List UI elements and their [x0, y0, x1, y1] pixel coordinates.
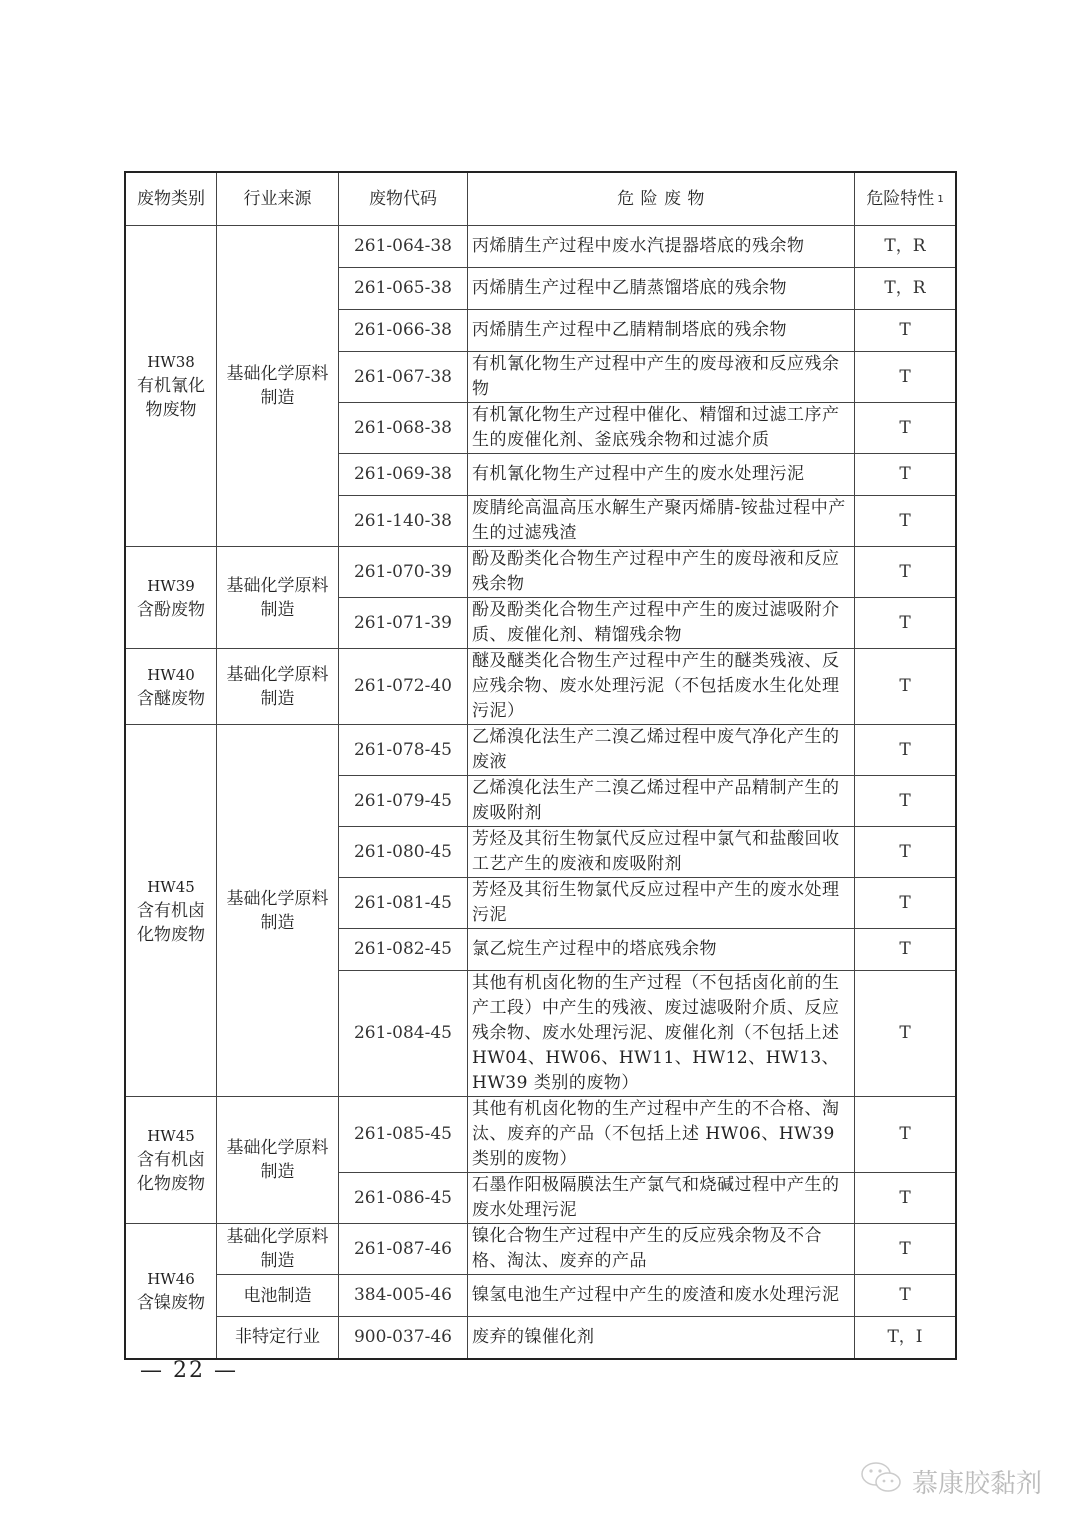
waste-description-cell: 丙烯腈生产过程中乙腈蒸馏塔底的残余物 — [468, 268, 855, 310]
source-name-line: 非特定行业 — [235, 1327, 320, 1348]
category-name-line: 含酚废物 — [137, 599, 205, 620]
industry-source-cell — [217, 1275, 339, 1317]
hazard-property-cell: T — [855, 547, 957, 598]
category-name-line: 化物废物 — [137, 924, 205, 945]
waste-code-cell: 261-080-45 — [339, 827, 468, 878]
source-name-line: 电池制造 — [243, 1285, 312, 1306]
hazard-property-cell: T — [855, 1173, 957, 1224]
waste-category-cell — [125, 1097, 217, 1224]
waste-description-cell: 乙烯溴化法生产二溴乙烯过程中产品精制产生的废吸附剂 — [468, 776, 855, 827]
industry-source-cell — [217, 1097, 339, 1224]
waste-description-cell: 石墨作阳极隔膜法生产氯气和烧碱过程中产生的废水处理污泥 — [468, 1173, 855, 1224]
header-source: 行业来源 — [217, 172, 339, 226]
category-code: HW45 — [147, 1127, 195, 1145]
category-code: HW38 — [147, 353, 195, 371]
waste-description-cell: 丙烯腈生产过程中废水汽提器塔底的残余物 — [468, 226, 855, 268]
waste-description-cell: 其他有机卤化物的生产过程中产生的不合格、淘汰、废弃的产品（不包括上述 HW06、HW39 类别的废物） — [468, 1097, 855, 1173]
hazard-property-cell: T，R — [855, 226, 957, 268]
hazard-property-cell: T — [855, 1097, 957, 1173]
source-name-line: 基础化学原料 — [226, 664, 329, 685]
source-name-line: 基础化学原料 — [226, 1138, 329, 1158]
page-number: — 22 — — [140, 1358, 238, 1383]
waste-code-cell: 261-070-39 — [339, 547, 468, 598]
table-row — [125, 226, 956, 268]
industry-source-cell — [217, 725, 339, 1097]
waste-code-cell: 384-005-46 — [339, 1275, 468, 1317]
waste-code-cell: 261-081-45 — [339, 878, 468, 929]
source-name-line: 制造 — [260, 599, 295, 620]
category-code: HW40 — [147, 665, 195, 684]
industry-source-cell — [217, 547, 339, 649]
waste-description-cell: 丙烯腈生产过程中乙腈精制塔底的残余物 — [468, 310, 855, 352]
hazard-property-cell: T — [855, 403, 957, 454]
waste-description-cell: 有机氰化物生产过程中产生的废母液和反应残余物 — [468, 352, 855, 403]
source-name-line: 基础化学原料 — [226, 888, 329, 909]
waste-description-cell: 醚及醚类化合物生产过程中产生的醚类残液、反应残余物、废水处理污泥（不包括废水生化处理污泥） — [468, 649, 855, 725]
hazard-property-cell: T — [855, 310, 957, 352]
waste-code-cell: 261-079-45 — [339, 776, 468, 827]
waste-code-cell: 261-086-45 — [339, 1173, 468, 1224]
source-name-line: 基础化学原料 — [226, 364, 329, 384]
hazard-property-cell: T — [855, 827, 957, 878]
waste-code-cell: 261-069-38 — [339, 454, 468, 496]
hazard-property-cell: T — [855, 776, 957, 827]
category-name-line: 含镍废物 — [137, 1292, 205, 1313]
source-name-line: 基础化学原料 — [226, 575, 329, 596]
waste-code-cell: 261-078-45 — [339, 725, 468, 776]
waste-description-cell: 有机氰化物生产过程中催化、精馏和过滤工序产生的废催化剂、釜底残余物和过滤介质 — [468, 403, 855, 454]
source-name-line: 制造 — [260, 1162, 295, 1182]
header-code: 废物代码 — [339, 172, 468, 226]
header-category: 废物类别 — [125, 172, 217, 226]
waste-description-cell: 其他有机卤化物的生产过程（不包括卤化前的生产工段）中产生的残液、废过滤吸附介质、反应残余物、废水处理污泥、废催化剂（不包括上述HW04、HW06、HW11、HW12、HW13、HW39 类别的废物） — [468, 971, 855, 1097]
waste-code-cell: 261-072-40 — [339, 649, 468, 725]
header-waste: 危 险 废 物 — [468, 172, 855, 226]
hazard-property-cell: T，R — [855, 268, 957, 310]
watermark — [860, 1460, 1042, 1503]
category-code: HW45 — [147, 877, 195, 896]
waste-description-cell: 镍氢电池生产过程中产生的废渣和废水处理污泥 — [468, 1275, 855, 1317]
waste-code-cell: 900-037-46 — [339, 1317, 468, 1359]
waste-category-cell — [125, 649, 217, 725]
waste-code-cell: 261-082-45 — [339, 929, 468, 971]
waste-code-cell: 261-084-45 — [339, 971, 468, 1097]
waste-code-cell: 261-065-38 — [339, 268, 468, 310]
waste-category-cell — [125, 725, 217, 1097]
waste-description-cell: 废弃的镍催化剂 — [468, 1317, 855, 1359]
hazard-property-cell: T — [855, 649, 957, 725]
waste-description-cell: 芳烃及其衍生物氯代反应过程中产生的废水处理污泥 — [468, 878, 855, 929]
category-code: HW39 — [147, 576, 195, 595]
source-name-line: 制造 — [260, 688, 295, 709]
waste-category-cell — [125, 1224, 217, 1359]
hazard-property-cell: T — [855, 1275, 957, 1317]
header-property-label: 危险特性 — [866, 188, 935, 209]
industry-source-cell — [217, 226, 339, 547]
waste-description-cell: 酚及酚类化合物生产过程中产生的废过滤吸附介质、废催化剂、精馏残余物 — [468, 598, 855, 649]
hazard-property-cell: T — [855, 971, 957, 1097]
hazard-property-cell: T — [855, 352, 957, 403]
source-name-line: 制造 — [260, 388, 295, 408]
waste-code-cell: 261-071-39 — [339, 598, 468, 649]
waste-description-cell: 镍化合物生产过程中产生的反应残余物及不合格、淘汰、废弃的产品 — [468, 1224, 855, 1275]
category-name-line: 含醚废物 — [137, 688, 205, 709]
table-body — [125, 226, 956, 1359]
waste-category-cell — [125, 226, 217, 547]
table-row — [125, 1275, 956, 1317]
table-row — [125, 1224, 956, 1275]
hazard-property-cell: T — [855, 929, 957, 971]
category-name-line: 化物废物 — [137, 1174, 205, 1194]
waste-description-cell: 酚及酚类化合物生产过程中产生的废母液和反应残余物 — [468, 547, 855, 598]
industry-source-cell — [217, 1224, 339, 1275]
waste-description-cell: 废腈纶高温高压水解生产聚丙烯腈-铵盐过程中产生的过滤残渣 — [468, 496, 855, 547]
table-row — [125, 547, 956, 598]
waste-code-cell: 261-064-38 — [339, 226, 468, 268]
hazard-property-cell: T — [855, 1224, 957, 1275]
waste-code-cell: 261-140-38 — [339, 496, 468, 547]
header-property — [855, 172, 957, 226]
waste-description-cell: 乙烯溴化法生产二溴乙烯过程中废气净化产生的废液 — [468, 725, 855, 776]
industry-source-cell — [217, 649, 339, 725]
category-name-line: 物废物 — [145, 400, 197, 420]
source-name-line: 基础化学原料 — [226, 1227, 329, 1247]
industry-source-cell — [217, 1317, 339, 1359]
table-row — [125, 1097, 956, 1173]
waste-code-cell: 261-068-38 — [339, 403, 468, 454]
watermark-text: 慕康胶黏剂 — [912, 1469, 1043, 1499]
waste-code-cell: 261-085-45 — [339, 1097, 468, 1173]
table-row — [125, 1317, 956, 1359]
hazardous-waste-table — [124, 171, 957, 1360]
waste-description-cell: 有机氰化物生产过程中产生的废水处理污泥 — [468, 454, 855, 496]
hazard-property-cell: T — [855, 598, 957, 649]
table-header-row — [125, 172, 956, 226]
hazard-property-cell: T — [855, 725, 957, 776]
waste-description-cell: 芳烃及其衍生物氯代反应过程中氯气和盐酸回收工艺产生的废液和废吸附剂 — [468, 827, 855, 878]
hazard-property-cell: T — [855, 454, 957, 496]
hazard-property-cell: T — [855, 496, 957, 547]
hazard-property-cell: T — [855, 878, 957, 929]
waste-code-cell: 261-087-46 — [339, 1224, 468, 1275]
waste-description-cell: 氯乙烷生产过程中的塔底残余物 — [468, 929, 855, 971]
wechat-icon — [860, 1460, 912, 1503]
hazard-property-cell: T，I — [855, 1317, 957, 1359]
category-name-line: 含有机卤 — [137, 900, 205, 921]
table-row — [125, 649, 956, 725]
waste-code-cell: 261-067-38 — [339, 352, 468, 403]
footnote-marker: 1 — [937, 193, 944, 205]
category-code: HW46 — [147, 1269, 195, 1288]
source-name-line: 制造 — [260, 912, 295, 933]
waste-category-cell — [125, 547, 217, 649]
source-name-line: 制造 — [260, 1251, 295, 1271]
category-name-line: 有机氰化 — [137, 376, 205, 396]
table-row — [125, 725, 956, 776]
waste-code-cell: 261-066-38 — [339, 310, 468, 352]
category-name-line: 含有机卤 — [137, 1150, 205, 1170]
